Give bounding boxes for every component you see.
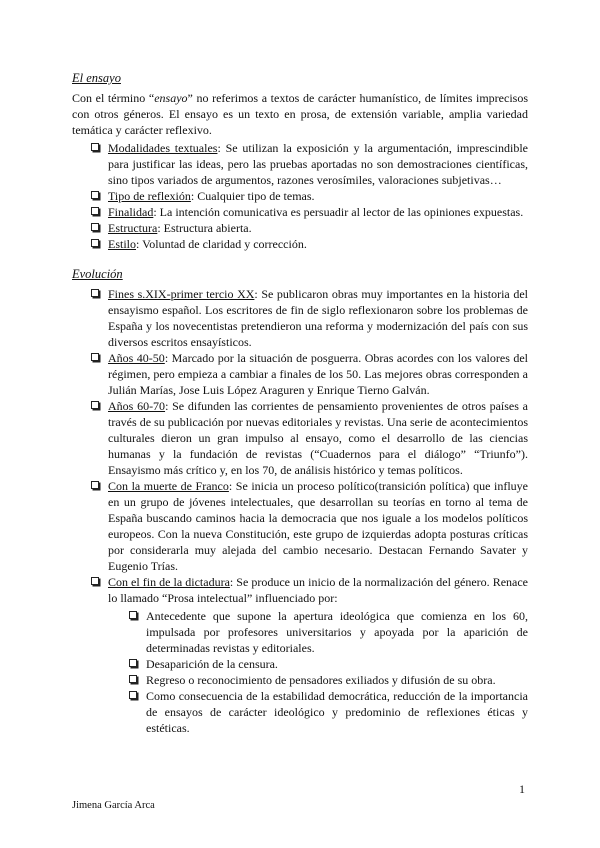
checkbox-bullet-icon [129, 675, 137, 683]
checkbox-bullet-icon [129, 691, 137, 699]
influences-sublist [108, 608, 528, 736]
page-number: 1 [519, 782, 525, 796]
list-item: Modalidades textuales: Se utilizan la exposición y la argumentación, imprescindible para justificar las ideas, pero las pruebas aportadas no son demostraciones científicas, sino tipos variados de argumentos, razones verosímiles, valoraciones subjetivas… [90, 140, 528, 188]
document-page [72, 70, 528, 736]
checkbox-bullet-icon [91, 207, 99, 215]
list-item: Con la muerte de Franco: Se inicia un proceso político(transición política) que influye en un grupo de jóvenes intelectuales, que desarrollan su teorías en torno al tema de España buscando caminos hacia la democracia que nos iguale a los modelos políticos europeos. Con la nueva Constitución, este grupo de izquierdas adopta posturas críticas por considerarla muy alejada del cambio necesario. Destacan Fernando Savater y Eugenio Trías. [90, 478, 528, 574]
checkbox-bullet-icon [91, 191, 99, 199]
list-item: Tipo de reflexión: Cualquier tipo de temas. [90, 188, 528, 204]
sub-list-item: Desaparición de la censura. [128, 656, 528, 672]
checkbox-bullet-icon [91, 143, 99, 151]
checkbox-bullet-icon [91, 239, 99, 247]
sub-list-item: Antecedente que supone la apertura ideológica que comienza en los 60, impulsada por profesores universitarios y apoyada por la aparición de determinadas revistas y editoriales. [128, 608, 528, 656]
list-item: Estilo: Voluntad de claridad y corrección. [90, 236, 528, 252]
intro-paragraph: Con el término “ensayo” no referimos a textos de carácter humanístico, de límites imprecisos con otros géneros. El ensayo es un texto en prosa, de extensión variable, amplia variedad temática y carácter reflexivo. [72, 91, 528, 137]
list-item: Estructura: Estructura abierta. [90, 220, 528, 236]
list-item: Años 40-50: Marcado por la situación de posguerra. Obras acordes con los valores del régimen, pero empieza a cambiar a finales de los 50. Las mejores obras corresponden a Julián Marías, Jose Luis López Araguren y Enrique Tierno Galván. [90, 350, 528, 398]
checkbox-bullet-icon [91, 353, 99, 361]
section-title-evolucion: Evolución [72, 267, 123, 281]
list-item: Años 60-70: Se difunden las corrientes de pensamiento provenientes de otros países a través de su publicación por nuevas editoriales y revistas. Una serie de acontecimientos culturales dieron un gran impulso al ensayo, como el desarrollo de las ciencias humanas y la fundación de revistas (“Cuadernos para el diálogo” “Triunfo”). Ensayismo más crítico y, en los 70, de análisis histórico y temas políticos. [90, 398, 528, 478]
sub-list-item: Como consecuencia de la estabilidad democrática, reducción de la importancia de ensayos de carácter ideológico y predominio de reflexiones éticas y estéticas. [128, 688, 528, 736]
list-item: Finalidad: La intención comunicativa es persuadir al lector de las opiniones expuestas. [90, 204, 528, 220]
list-item: Fines s.XIX-primer tercio XX: Se publicaron obras muy importantes en la historia del ensayismo español. Los escritores de fin de siglo reflexionaron sobre los problemas de España y los novecentistas pretendieron una reforma y modernización del país con sus diversos escritos ensayísticos. [90, 286, 528, 350]
characteristics-list [72, 140, 528, 252]
checkbox-bullet-icon [91, 223, 99, 231]
checkbox-bullet-icon [91, 577, 99, 585]
list-item: Con el fin de la dictadura: Se produce un inicio de la normalización del género. Renace lo llamado “Prosa intelectual” influenciado por: Antecedente que supone la apertura ideológica que comienza en los 60, impulsada por profesores universitarios y apoyada por la aparición de determinadas revistas y editoriales. Desaparición de la censura. Regreso o reconocimiento de pensadores exiliados y difusión de su obra. Como consecuencia de la estabilidad democrática, reducción de la importancia de ensayos de carácter ideológico y predominio de reflexiones éticas y estéticas. [90, 574, 528, 736]
checkbox-bullet-icon [91, 481, 99, 489]
checkbox-bullet-icon [91, 401, 99, 409]
checkbox-bullet-icon [91, 289, 99, 297]
section-title-ensayo: El ensayo [72, 71, 121, 85]
checkbox-bullet-icon [129, 659, 137, 667]
sub-list-item: Regreso o reconocimiento de pensadores exiliados y difusión de su obra. [128, 672, 528, 688]
evolution-list [72, 286, 528, 736]
footer-author: Jimena García Arca [72, 800, 155, 811]
checkbox-bullet-icon [129, 611, 137, 619]
